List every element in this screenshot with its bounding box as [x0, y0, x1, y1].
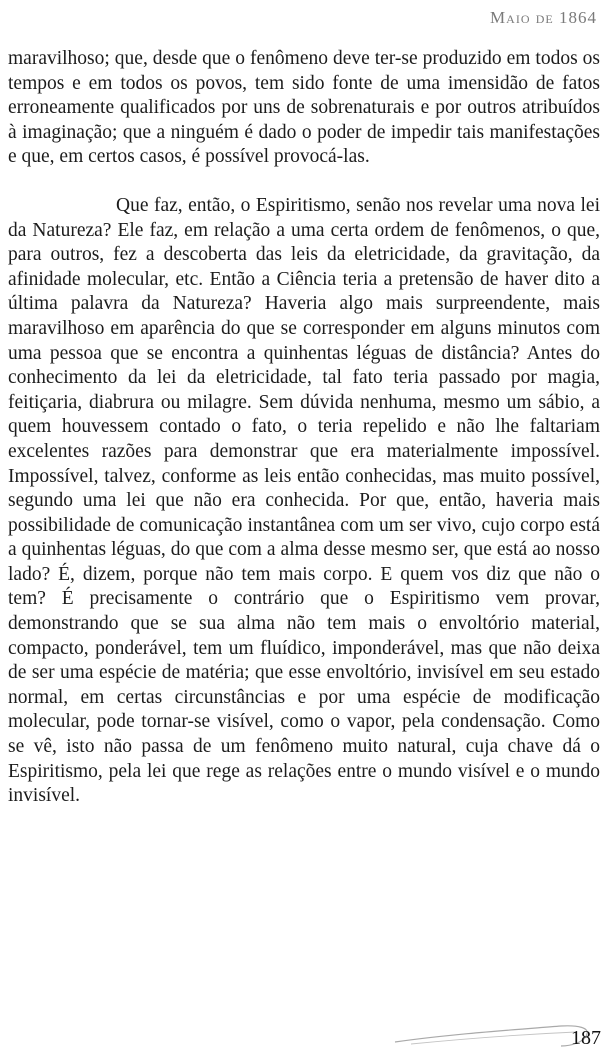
running-header: Maio de 1864 — [490, 8, 597, 27]
paragraph-2: Que faz, então, o Espiritismo, senão nos revelar uma nova lei da Natureza? Ele faz, em relação a uma certa ordem de fenômenos, o que, para outros, fez a descoberta das leis da eletricidade, da gravitação, da afinidade molecular, etc. Então a Ciência teria a pretensão de haver dito a última palavra da Natureza? Haveria algo mais surpreendente, mais maravilhoso em aparência do que se corresponder em alguns minutos com uma pessoa que se encontra a quinhentas léguas de distância? Antes do conhecimento da lei da eletricidade, tal fato teria passado por magia, feitiçaria, diabrura ou milagre. Sem dúvida nenhuma, mesmo um sábio, a quem houvessem contado o fato, o teria repelido e não lhe faltariam excelentes razões para demonstrar que era materialmente impossível. Impossível, talvez, conforme as leis então conhecidas, mas muito possível, segundo uma lei que não era conhecida. Por que, então, haveria mais possibilidade de comunicação instantânea com um ser vivo, cujo corpo está a quinhentas léguas, do que com a alma desse mesmo ser, que está ao nosso lado? É, dizem, porque não tem mais corpo. E quem vos diz que não o tem? É precisamente o contrário que o Espiritismo vem provar, demonstrando que se sua alma não tem mais o envoltório material, compacto, ponderável, tem um fluídico, imponderável, mas que não deixa de ser uma espécie de matéria; que esse envoltório, invisível em seu estado normal, em certas circunstâncias e por uma espécie de modificação molecular, pode tornar-se visível, como o vapor, pela condensação. Como se vê, isto não passa de um fenômeno muito natural, cuja chave dá o Espiritismo, pela lei que rege as relações entre o mundo visível e o mundo invisível. — [8, 194, 600, 807]
folio-ornament — [391, 1012, 601, 1052]
page-number: 187 — [571, 1027, 601, 1049]
paragraph-1: maravilhoso; que, desde que o fenômeno deve ter-se produzido em todos os tempos e em todos os povos, tem sido fonte de uma imensidão de fatos erroneamente qualificados por uns de sobrenaturais e por outros atribuídos à imaginação; que a ninguém é dado o poder de impedir tais manifestações e que, em certos casos, é possível provocá-las. — [8, 48, 600, 168]
folio-swirl-icon — [391, 1012, 601, 1052]
page-body — [8, 47, 600, 809]
